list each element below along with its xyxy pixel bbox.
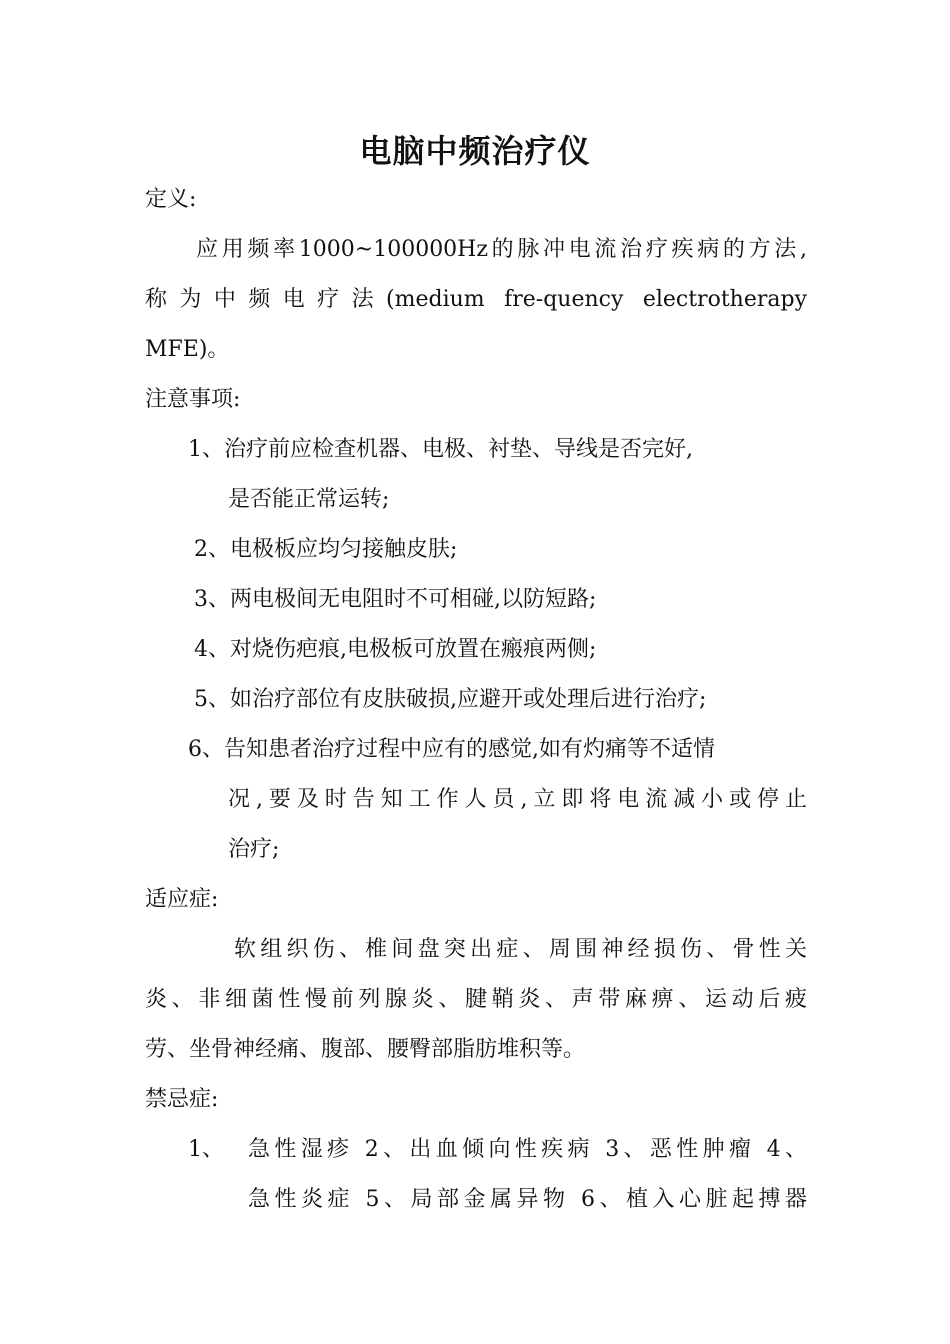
precaution-item-4: 4、对烧伤疤痕,电极板可放置在瘢痕两侧; [194, 637, 597, 662]
definition-line-3: MFE)。 [145, 337, 230, 362]
contraindications-heading: 禁忌症: [145, 1087, 219, 1112]
precaution-item-5: 5、如治疗部位有皮肤破损,应避开或处理后进行治疗; [194, 687, 707, 712]
definition-line-1: 应用频率1000~100000Hz的脉冲电流治疗疾病的方法, [196, 237, 807, 262]
contraindications-line-2: 急性炎症 5、局部金属异物 6、植入心脏起搏器 [248, 1187, 807, 1212]
precaution-item-6: 6、告知患者治疗过程中应有的感觉,如有灼痛等不适情 [188, 737, 715, 762]
precaution-item-6-cont-2: 治疗; [228, 837, 280, 862]
contraindication-number-1: 1、 [188, 1137, 224, 1162]
definition-heading: 定义: [145, 187, 197, 212]
indications-line-2: 炎、非细菌性慢前列腺炎、腱鞘炎、声带麻痹、运动后疲 [145, 987, 807, 1012]
indications-heading: 适应症: [145, 887, 219, 912]
precaution-item-6-cont: 况,要及时告知工作人员,立即将电流减小或停止 [228, 787, 807, 812]
indications-line-3: 劳、坐骨神经痛、腹部、腰臀部脂肪堆积等。 [145, 1037, 586, 1062]
precaution-item-1: 1、治疗前应检查机器、电极、衬垫、导线是否完好, [188, 437, 693, 462]
precaution-item-1-cont: 是否能正常运转; [228, 487, 390, 512]
contraindications-line-1: 急性湿疹 2、出血倾向性疾病 3、恶性肿瘤 4、 [248, 1137, 807, 1162]
precautions-heading: 注意事项: [145, 387, 241, 412]
definition-line-2: 称为中频电疗法(medium fre-quency electrotherapy [145, 287, 807, 312]
indications-line-1: 软组织伤、椎间盘突出症、周围神经损伤、骨性关 [234, 937, 807, 962]
precaution-item-2: 2、电极板应均匀接触皮肤; [194, 537, 458, 562]
precaution-item-3: 3、两电极间无电阻时不可相碰,以防短路; [194, 587, 597, 612]
page-title: 电脑中频治疗仪 [359, 132, 591, 170]
